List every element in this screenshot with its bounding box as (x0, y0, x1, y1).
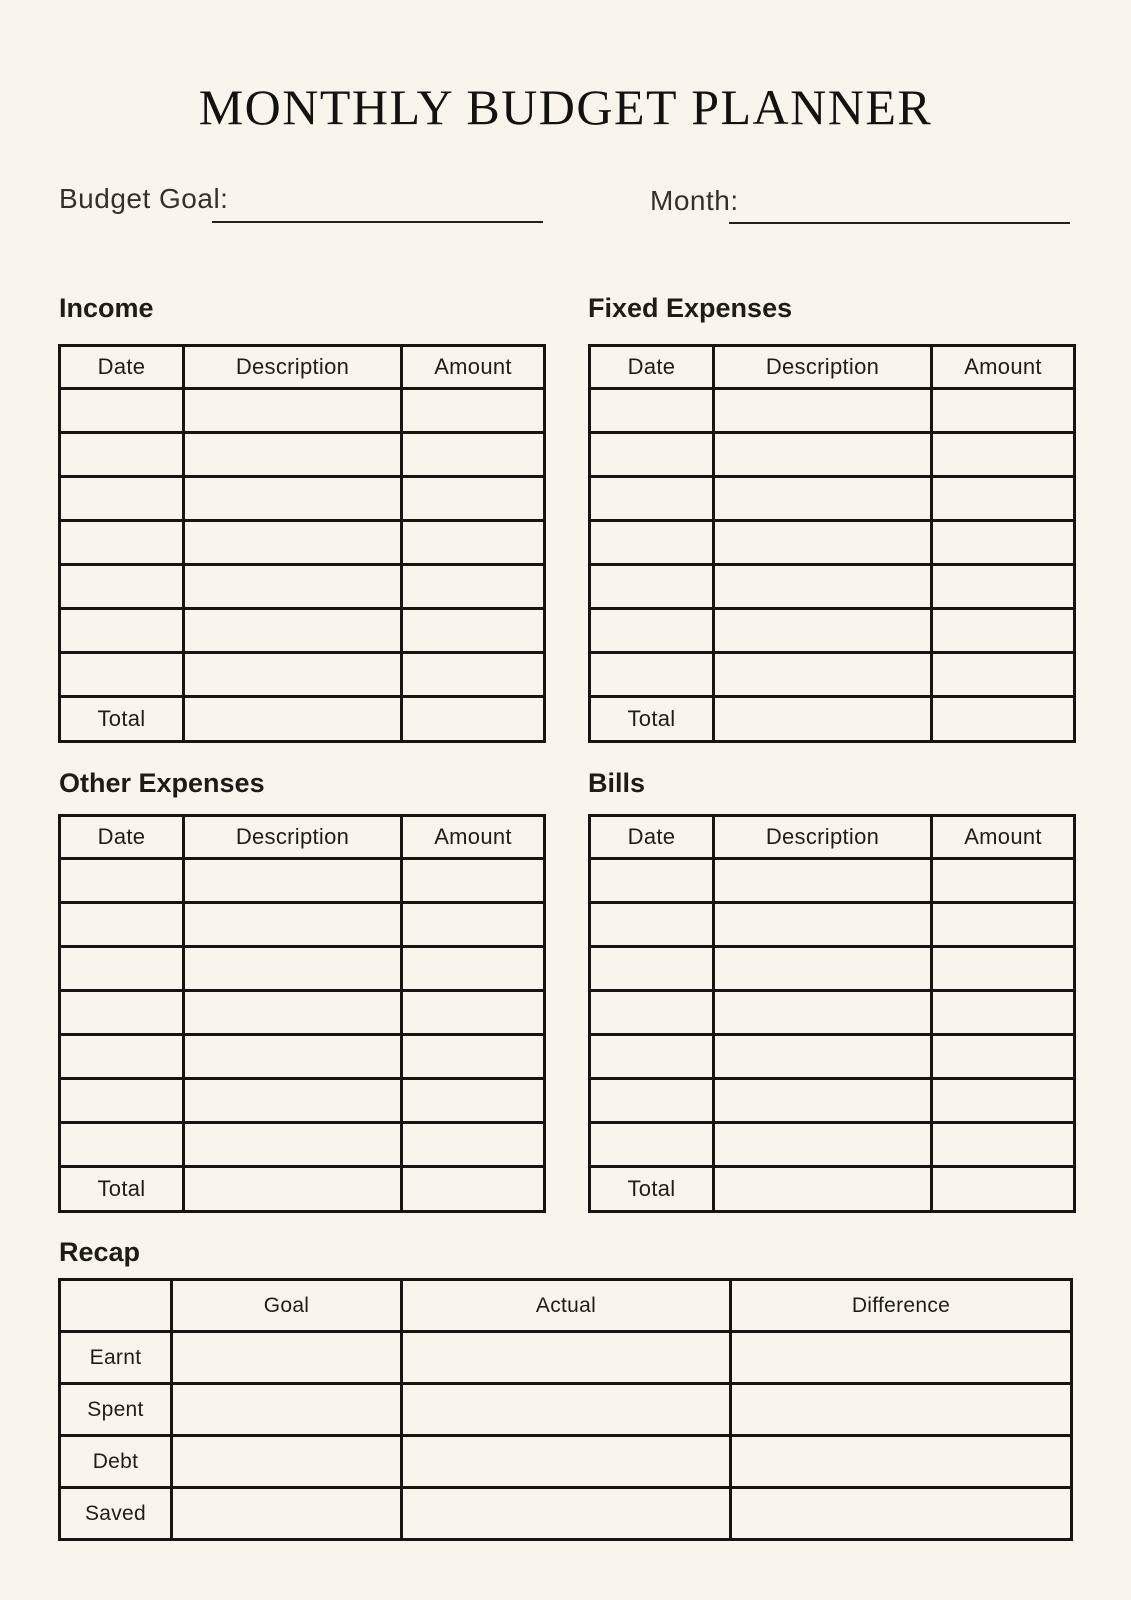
empty-cell (184, 1079, 402, 1123)
recap-row-earnt (60, 1332, 1072, 1384)
empty-cell (184, 1123, 402, 1167)
recap-difference-cell (731, 1436, 1072, 1488)
empty-cell (402, 1079, 545, 1123)
empty-cell (932, 653, 1075, 697)
income-table (58, 344, 546, 743)
empty-cell (590, 389, 714, 433)
recap-row-label: Earnt (60, 1332, 172, 1384)
total-amount-cell (402, 697, 545, 742)
column-header-date: Date (60, 816, 184, 859)
empty-cell (714, 565, 932, 609)
empty-cell (714, 903, 932, 947)
empty-cell (402, 477, 545, 521)
empty-cell (402, 991, 545, 1035)
other-expenses-section-heading: Other Expenses (59, 768, 265, 798)
recap-actual-cell (402, 1436, 731, 1488)
empty-cell (932, 859, 1075, 903)
recap-difference-cell (731, 1488, 1072, 1540)
fixed-expenses-section-heading: Fixed Expenses (588, 293, 793, 323)
empty-row (590, 859, 1075, 903)
empty-cell (60, 903, 184, 947)
empty-cell (402, 947, 545, 991)
total-row (60, 697, 545, 742)
empty-cell (402, 653, 545, 697)
budget-goal-label: Budget Goal: (59, 183, 229, 214)
bills-section-heading: Bills (588, 768, 646, 798)
empty-cell (590, 991, 714, 1035)
column-header-goal: Goal (172, 1280, 402, 1332)
empty-cell (402, 1123, 545, 1167)
total-description-cell (714, 697, 932, 742)
empty-row (60, 859, 545, 903)
recap-goal-cell (172, 1332, 402, 1384)
empty-cell (932, 433, 1075, 477)
empty-cell (590, 1123, 714, 1167)
column-header-amount: Amount (402, 816, 545, 859)
column-header-amount: Amount (932, 346, 1075, 389)
empty-cell (402, 389, 545, 433)
empty-cell (60, 433, 184, 477)
empty-row (590, 1079, 1075, 1123)
empty-row (590, 991, 1075, 1035)
recap-actual-cell (402, 1332, 731, 1384)
empty-cell (184, 433, 402, 477)
recap-row-saved (60, 1488, 1072, 1540)
total-description-cell (714, 1167, 932, 1212)
empty-cell (932, 947, 1075, 991)
recap-goal-cell (172, 1488, 402, 1540)
empty-cell (590, 433, 714, 477)
empty-cell (402, 565, 545, 609)
empty-cell (402, 521, 545, 565)
empty-cell (714, 947, 932, 991)
empty-cell (184, 565, 402, 609)
bills-table (588, 814, 1076, 1213)
empty-cell (60, 565, 184, 609)
empty-cell (402, 859, 545, 903)
recap-corner-cell (60, 1280, 172, 1332)
empty-cell (184, 991, 402, 1035)
header-row (60, 1280, 1072, 1332)
empty-cell (590, 1035, 714, 1079)
recap-goal-cell (172, 1384, 402, 1436)
empty-cell (714, 521, 932, 565)
empty-cell (184, 903, 402, 947)
empty-row (590, 903, 1075, 947)
empty-row (60, 521, 545, 565)
column-header-description: Description (184, 346, 402, 389)
column-header-actual: Actual (402, 1280, 731, 1332)
empty-cell (60, 477, 184, 521)
empty-row (60, 389, 545, 433)
empty-row (60, 609, 545, 653)
empty-cell (932, 903, 1075, 947)
empty-cell (932, 1123, 1075, 1167)
empty-cell (714, 1079, 932, 1123)
empty-cell (590, 521, 714, 565)
empty-cell (60, 521, 184, 565)
empty-cell (714, 1035, 932, 1079)
recap-row-label: Spent (60, 1384, 172, 1436)
income-section-heading: Income (59, 293, 154, 323)
empty-row (60, 565, 545, 609)
total-label-cell: Total (590, 1167, 714, 1212)
column-header-description: Description (184, 816, 402, 859)
header-row (590, 346, 1075, 389)
column-header-description: Description (714, 346, 932, 389)
column-header-date: Date (590, 816, 714, 859)
empty-cell (60, 609, 184, 653)
budget-goal-underline (212, 221, 543, 223)
empty-row (590, 433, 1075, 477)
empty-cell (60, 859, 184, 903)
header-row (590, 816, 1075, 859)
total-description-cell (184, 697, 402, 742)
empty-row (60, 477, 545, 521)
header-row (60, 346, 545, 389)
empty-cell (590, 903, 714, 947)
recap-row-label: Saved (60, 1488, 172, 1540)
empty-cell (714, 477, 932, 521)
empty-cell (590, 859, 714, 903)
total-row (590, 697, 1075, 742)
recap-row-debt (60, 1436, 1072, 1488)
empty-row (60, 947, 545, 991)
empty-cell (590, 565, 714, 609)
recap-difference-cell (731, 1332, 1072, 1384)
recap-table (58, 1278, 1073, 1541)
recap-goal-cell (172, 1436, 402, 1488)
empty-row (590, 565, 1075, 609)
empty-row (590, 609, 1075, 653)
empty-cell (714, 609, 932, 653)
empty-cell (714, 1123, 932, 1167)
fixed-expenses-table (588, 344, 1076, 743)
empty-cell (184, 1035, 402, 1079)
empty-cell (932, 609, 1075, 653)
empty-cell (590, 477, 714, 521)
empty-cell (60, 991, 184, 1035)
empty-cell (184, 609, 402, 653)
total-row (60, 1167, 545, 1212)
empty-row (60, 991, 545, 1035)
empty-row (590, 477, 1075, 521)
recap-row-spent (60, 1384, 1072, 1436)
empty-cell (184, 947, 402, 991)
empty-cell (932, 1079, 1075, 1123)
empty-cell (590, 653, 714, 697)
empty-cell (590, 947, 714, 991)
empty-cell (714, 433, 932, 477)
empty-cell (714, 653, 932, 697)
empty-cell (60, 389, 184, 433)
empty-cell (590, 1079, 714, 1123)
empty-row (590, 947, 1075, 991)
empty-cell (932, 521, 1075, 565)
empty-cell (402, 1035, 545, 1079)
empty-cell (184, 521, 402, 565)
empty-row (590, 1123, 1075, 1167)
empty-cell (184, 477, 402, 521)
empty-row (590, 389, 1075, 433)
column-header-difference: Difference (731, 1280, 1072, 1332)
total-label-cell: Total (60, 1167, 184, 1212)
other-expenses-table (58, 814, 546, 1213)
empty-cell (184, 389, 402, 433)
empty-row (60, 653, 545, 697)
empty-cell (932, 389, 1075, 433)
empty-cell (932, 1035, 1075, 1079)
empty-row (60, 433, 545, 477)
empty-row (590, 653, 1075, 697)
recap-actual-cell (402, 1488, 731, 1540)
empty-cell (184, 653, 402, 697)
empty-row (60, 1035, 545, 1079)
column-header-date: Date (590, 346, 714, 389)
empty-cell (932, 477, 1075, 521)
recap-row-label: Debt (60, 1436, 172, 1488)
column-header-description: Description (714, 816, 932, 859)
empty-cell (184, 859, 402, 903)
empty-row (60, 1079, 545, 1123)
total-label-cell: Total (590, 697, 714, 742)
empty-cell (932, 565, 1075, 609)
header-row (60, 816, 545, 859)
empty-cell (932, 991, 1075, 1035)
empty-cell (714, 859, 932, 903)
empty-cell (60, 1035, 184, 1079)
total-description-cell (184, 1167, 402, 1212)
empty-cell (402, 903, 545, 947)
empty-row (60, 1123, 545, 1167)
column-header-amount: Amount (932, 816, 1075, 859)
month-underline (729, 222, 1070, 224)
total-amount-cell (402, 1167, 545, 1212)
empty-cell (714, 389, 932, 433)
empty-row (60, 903, 545, 947)
total-amount-cell (932, 1167, 1075, 1212)
column-header-amount: Amount (402, 346, 545, 389)
empty-cell (590, 609, 714, 653)
empty-cell (60, 1079, 184, 1123)
column-header-date: Date (60, 346, 184, 389)
empty-cell (60, 1123, 184, 1167)
total-label-cell: Total (60, 697, 184, 742)
empty-cell (714, 991, 932, 1035)
recap-difference-cell (731, 1384, 1072, 1436)
empty-row (590, 521, 1075, 565)
empty-cell (402, 609, 545, 653)
total-row (590, 1167, 1075, 1212)
empty-cell (402, 433, 545, 477)
total-amount-cell (932, 697, 1075, 742)
month-label: Month: (650, 185, 739, 216)
empty-row (590, 1035, 1075, 1079)
empty-cell (60, 653, 184, 697)
recap-actual-cell (402, 1384, 731, 1436)
recap-section-heading: Recap (59, 1237, 141, 1267)
empty-cell (60, 947, 184, 991)
page-title: MONTHLY BUDGET PLANNER (198, 79, 933, 135)
